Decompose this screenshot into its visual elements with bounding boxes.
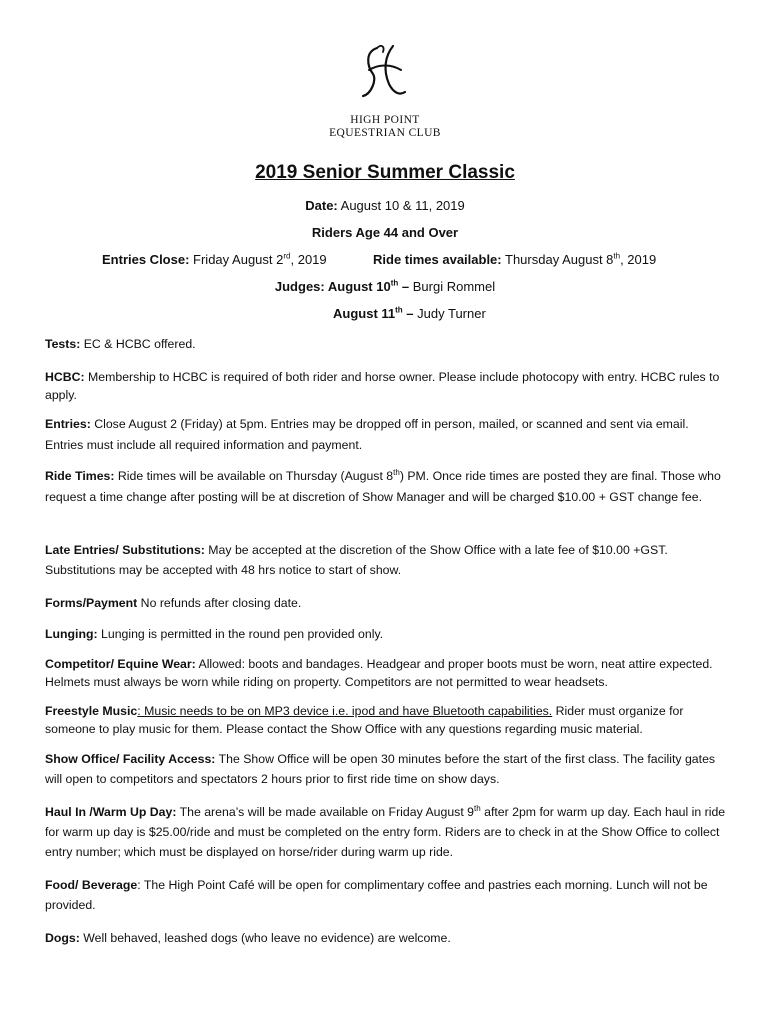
entries-label: Entries: (45, 417, 91, 431)
show-office-section (45, 749, 729, 789)
late-entries-section (45, 540, 729, 580)
ride-times-available (373, 252, 656, 267)
haul-sup: th (474, 803, 481, 813)
judges-label: Judges: August 10 (274, 279, 391, 294)
late-text: May be accepted at the discretion of the Show Office with a late fee of $10.00 +GST. Substitutions may be accepted with 48 hrs notice to start of show. (45, 543, 668, 577)
judges-dash: – (398, 279, 410, 294)
org-name (0, 114, 770, 140)
ride-times-value-b: , 2019 (620, 252, 657, 267)
entries-section (45, 414, 729, 456)
judges-line-1 (0, 279, 770, 294)
wear-text: Allowed: boots and bandages. Headgear and proper boots must be worn, neat attire expected. Helmets must always be worn while riding on property. Competitors are not permitted to wear headsets. (45, 657, 713, 689)
ridetimes-sup: th (393, 467, 400, 477)
freestyle-label: Freestyle Music (45, 704, 138, 718)
event-title: 2019 Senior Summer Classic (255, 162, 515, 183)
judges-value: Burgi Rommel (409, 279, 496, 294)
tests-label: Tests: (45, 337, 81, 351)
date-label: Date: (305, 198, 338, 213)
hcbc-section (45, 368, 729, 404)
wear-label: Competitor/ Equine Wear: (45, 657, 196, 671)
lunging-section (45, 624, 729, 644)
office-label: Show Office/ Facility Access: (45, 752, 216, 766)
org-name-line1: HIGH POINT (350, 114, 420, 126)
judge2-sup: th (395, 305, 403, 315)
haul-in-section (45, 802, 729, 862)
ridetimes-label: Ride Times: (45, 469, 115, 483)
food-section (45, 875, 729, 915)
entries-close (102, 252, 327, 267)
freestyle-section (45, 702, 729, 738)
haul-text-b: after 2pm for warm up day. Each haul in ride for warm up day is $25.00/ride and must be completed on the entry form. Riders are to check in at the Show Office to collect entry number; which must be displayed on horse/rider during warm up ride. (45, 805, 726, 859)
food-label: Food/ Beverage (45, 878, 138, 892)
haul-label: Haul In /Warm Up Day: (45, 805, 177, 819)
tests-text: EC & HCBC offered. (80, 337, 196, 351)
ridetimes-text-b: ) PM. Once ride times are posted they are final. Those who request a time change after posting will be at discretion of Show Manager and will be charged $10.00 + GST change fee. (45, 469, 721, 504)
hcbc-label: HCBC: (45, 370, 85, 384)
lunging-label: Lunging: (45, 627, 98, 641)
lunging-text: Lunging is permitted in the round pen provided only. (97, 627, 384, 641)
entries-close-value-a: Friday August 2 (189, 252, 284, 267)
dogs-label: Dogs: (45, 931, 80, 945)
entries-close-sup: rd (283, 251, 291, 261)
tests-section (45, 334, 729, 354)
ridetimes-text-a: Ride times will be available on Thursday (August 8 (114, 469, 394, 483)
judge2-value: Judy Turner (413, 306, 486, 321)
freestyle-text: Rider must organize for someone to play music for them. Please contact the Show Office with any questions regarding music material. (45, 704, 684, 736)
hp-monogram-icon (355, 40, 415, 102)
dogs-text: Well behaved, leashed dogs (who leave no evidence) are welcome. (79, 931, 451, 945)
late-label: Late Entries/ Substitutions: (45, 543, 205, 557)
entries-close-label: Entries Close: (102, 252, 190, 267)
judges-line-2 (333, 306, 486, 321)
dogs-section (45, 928, 729, 948)
freestyle-underlined: : Music needs to be on MP3 device i.e. ipod and have Bluetooth capabilities. (137, 704, 553, 718)
event-date (0, 198, 770, 213)
date-value: August 10 & 11, 2019 (337, 198, 465, 213)
judges-sup: th (390, 278, 399, 288)
ride-times-sup: th (613, 251, 621, 261)
wear-section (45, 655, 729, 691)
ride-times-section (45, 466, 729, 508)
ride-times-label: Ride times available: (373, 252, 502, 267)
judge2-label: August 11 (333, 306, 396, 321)
entries-close-value-b: , 2019 (290, 252, 327, 267)
org-name-line2: EQUESTRIAN CLUB (329, 127, 441, 139)
riders-age: Riders Age 44 and Over (311, 225, 459, 240)
forms-payment-section (45, 593, 729, 613)
forms-label: Forms/Payment (45, 596, 138, 610)
office-text: The Show Office will be open 30 minutes before the start of the first class. The facility gates will open to competitors and spectators 2 hours prior to first ride time on show days. (45, 752, 716, 786)
ride-times-value-a: Thursday August 8 (501, 252, 614, 267)
entries-text: Close August 2 (Friday) at 5pm. Entries may be dropped off in person, mailed, or scanned and sent via email. Entries must include all required information and payment. (45, 417, 689, 452)
club-logo (0, 40, 770, 140)
hcbc-text: Membership to HCBC is required of both rider and horse owner. Please include photocopy with entry. HCBC rules to apply. (45, 370, 720, 402)
forms-text: No refunds after closing date. (137, 596, 302, 610)
judge2-dash: – (402, 306, 414, 321)
food-text: : The High Point Café will be open for complimentary coffee and pastries each morning. Lunch will not be provided. (45, 878, 708, 912)
haul-text-a: The arena’s will be made available on Friday August 9 (176, 805, 475, 819)
